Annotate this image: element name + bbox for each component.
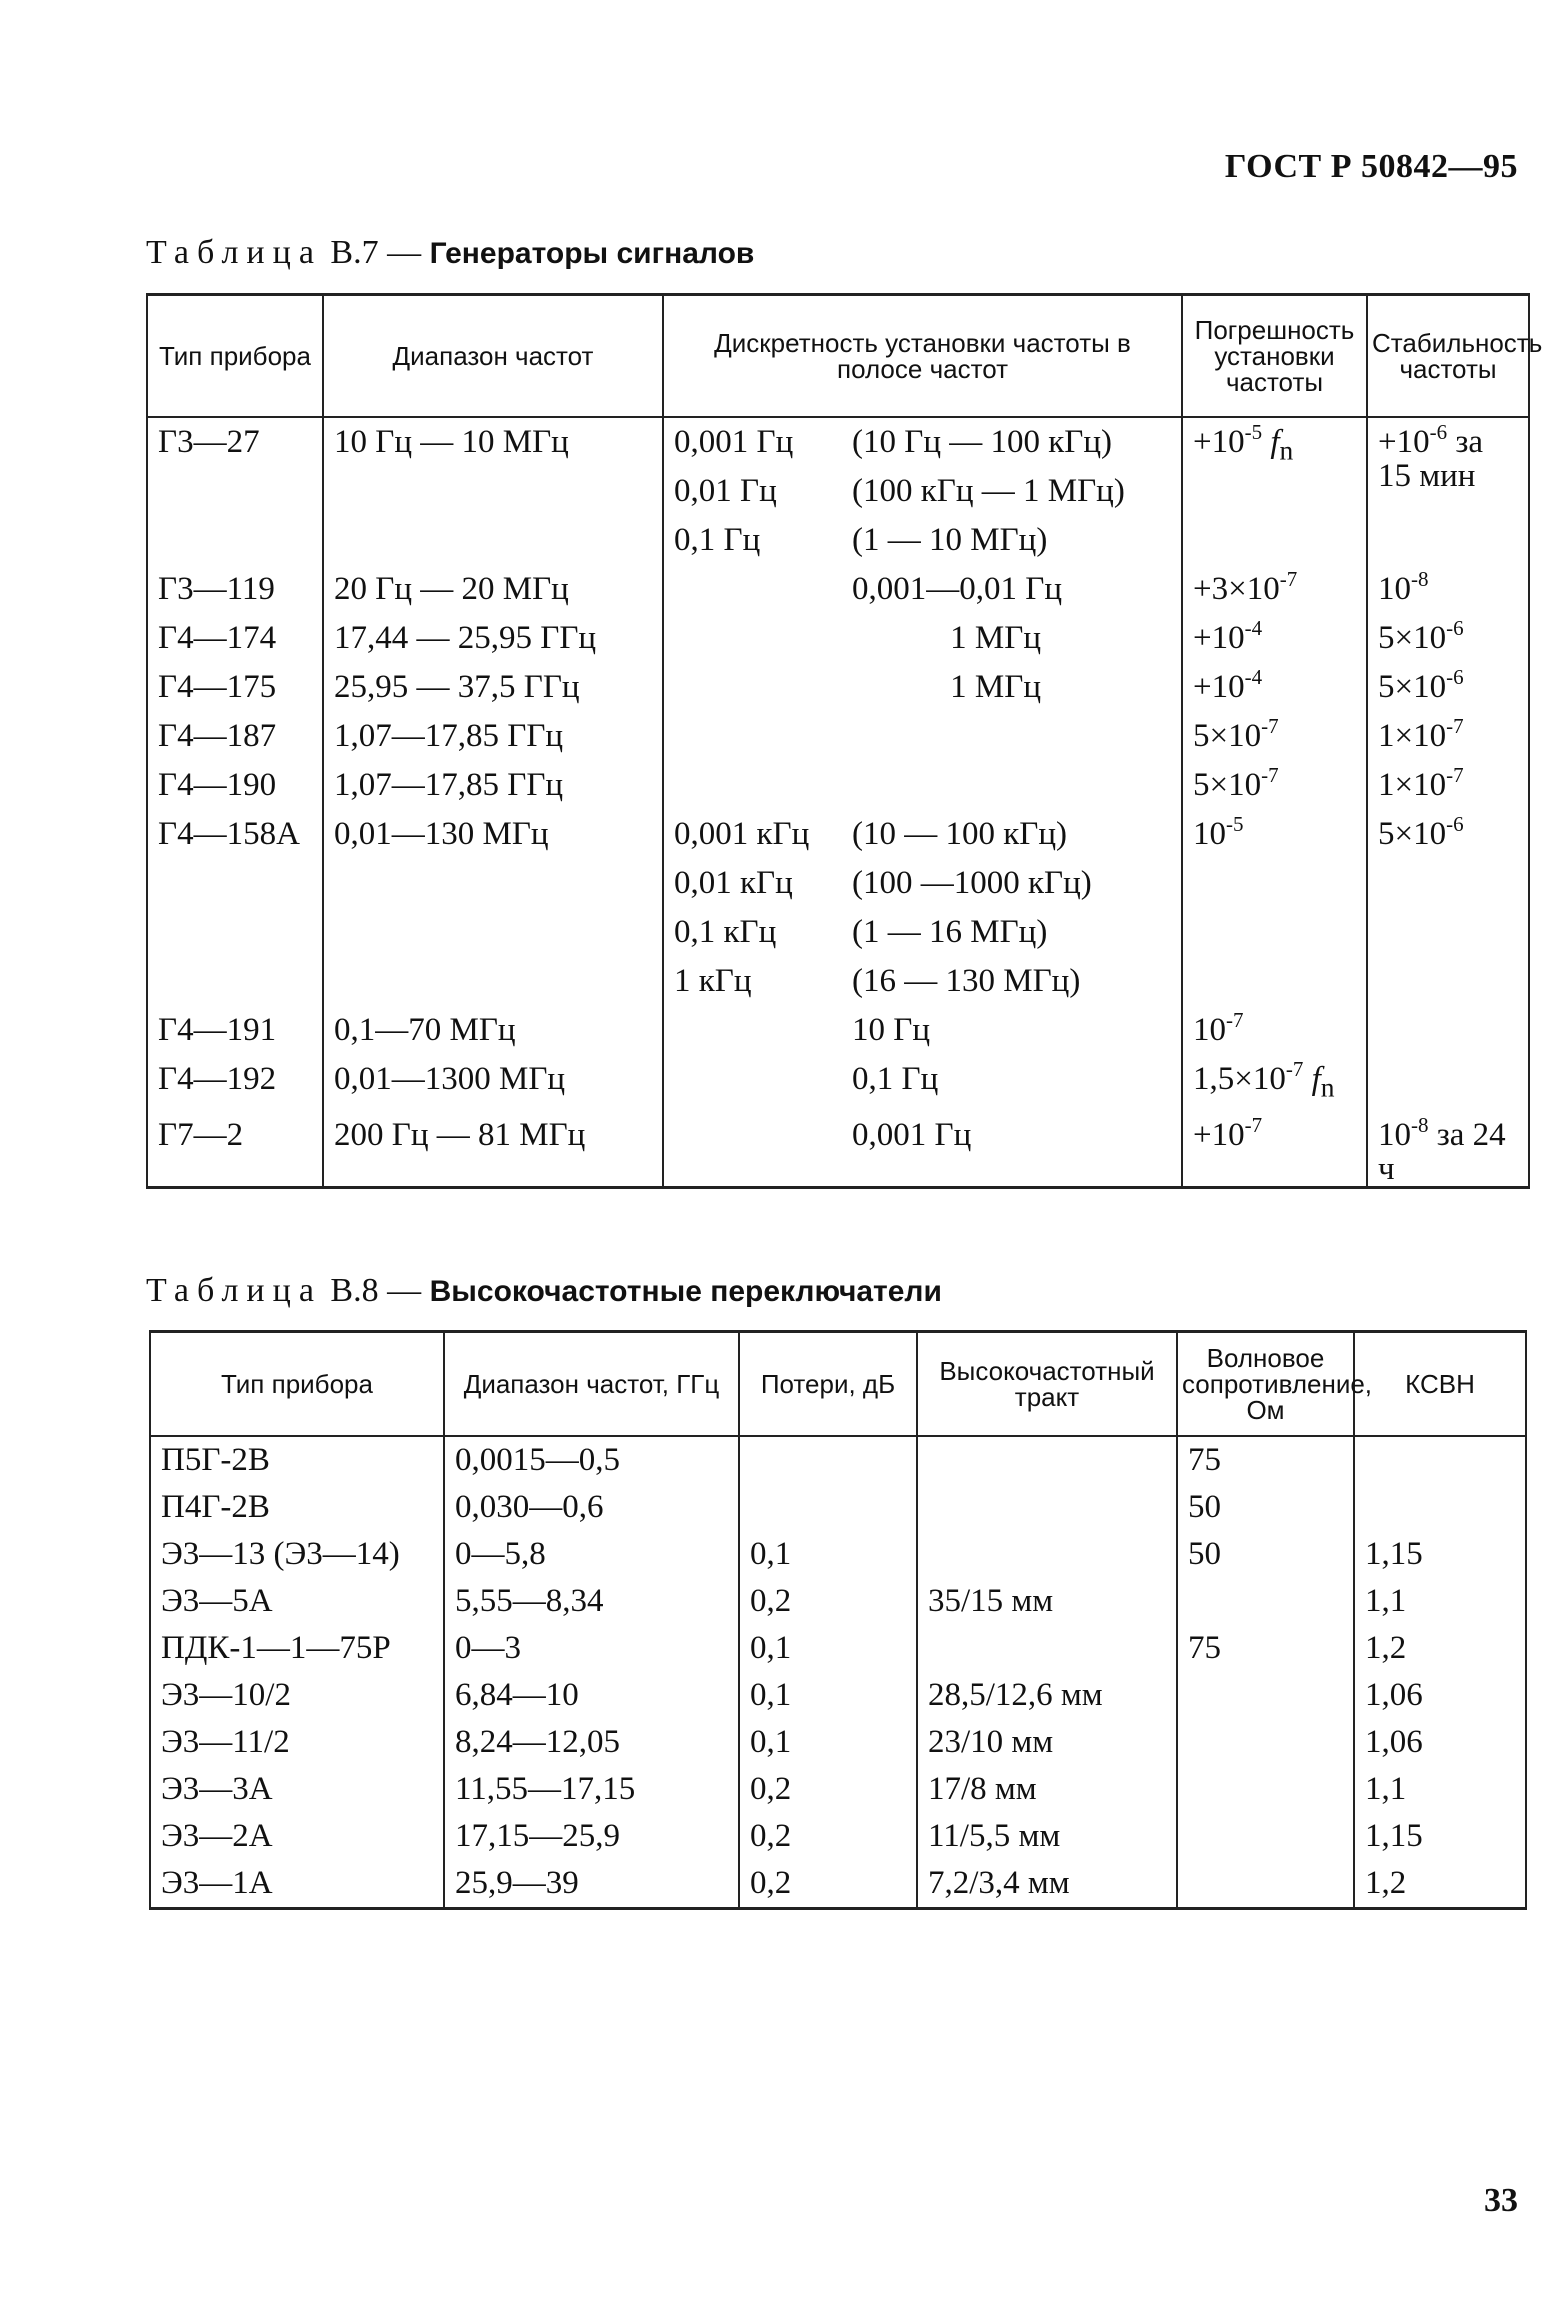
table-b8-caption <box>146 1272 942 1310</box>
header-vswr: КСВН <box>1354 1332 1526 1436</box>
cell-vswr: 1,15 <box>1354 1813 1526 1860</box>
value-base: +10 <box>1378 423 1430 460</box>
cell-rf-path <box>917 1436 1177 1484</box>
step-line <box>674 467 1171 516</box>
value-exponent: -4 <box>1244 615 1263 640</box>
cell-setting-error <box>1182 614 1367 663</box>
table-row <box>150 1625 1526 1672</box>
header-frequency-range: Диапазон частот <box>323 295 663 417</box>
cell-stability <box>1367 417 1529 565</box>
cell-frequency-range: 0—5,8 <box>444 1531 739 1578</box>
step-line <box>674 908 1171 957</box>
value-exponent: -6 <box>1446 811 1464 836</box>
value-exponent: -6 <box>1446 615 1464 640</box>
cell-frequency-range: 0,0015—0,5 <box>444 1436 739 1484</box>
page-number: 33 <box>1484 2182 1518 2219</box>
value-exponent: -8 <box>1411 566 1429 591</box>
cell-frequency-step <box>663 565 1182 614</box>
table-row <box>150 1719 1526 1766</box>
cell-losses: 0,1 <box>739 1625 917 1672</box>
step-value: 1 МГц <box>950 668 1041 705</box>
cell-frequency-range: 0—3 <box>444 1625 739 1672</box>
step-band: (10 Гц — 100 кГц) <box>852 423 1112 460</box>
cell-device-type: Э3—2А <box>150 1813 444 1860</box>
step-value: 1 кГц <box>674 962 752 999</box>
header-rf-path: Высокочастотный тракт <box>917 1332 1177 1436</box>
cell-vswr: 1,1 <box>1354 1766 1526 1813</box>
cell-frequency-range: 0,01—1300 МГц <box>323 1055 663 1112</box>
value-base: 5×10 <box>1193 766 1262 803</box>
value-exponent: -8 <box>1411 1113 1429 1138</box>
value-base: +3×10 <box>1193 570 1280 607</box>
table-row <box>150 1531 1526 1578</box>
cell-losses: 0,2 <box>739 1813 917 1860</box>
step-value: 0,001 Гц <box>674 423 794 460</box>
cell-frequency-range: 17,44 — 25,95 ГГц <box>323 614 663 663</box>
table-b7-body <box>147 417 1529 1188</box>
step-value: 0,001—0,01 Гц <box>852 570 1062 607</box>
cell-rf-path <box>917 1625 1177 1672</box>
value-base: 5×10 <box>1193 717 1262 754</box>
cell-stability <box>1367 810 1529 1006</box>
step-band: (100 —1000 кГц) <box>852 864 1092 901</box>
step-value: 0,01 кГц <box>674 864 793 901</box>
cell-rf-path: 23/10 мм <box>917 1719 1177 1766</box>
value-exponent: -7 <box>1446 713 1464 738</box>
step-band: (1 — 16 МГц) <box>852 913 1048 950</box>
cell-vswr: 1,15 <box>1354 1531 1526 1578</box>
step-value: 0,01 Гц <box>674 472 777 509</box>
cell-wave-impedance: 50 <box>1177 1531 1354 1578</box>
value-exponent: -5 <box>1226 811 1244 836</box>
cell-frequency-range: 17,15—25,9 <box>444 1813 739 1860</box>
cell-frequency-step <box>663 663 1182 712</box>
cell-device-type: Э3—1А <box>150 1860 444 1909</box>
value-base: 5×10 <box>1378 815 1447 852</box>
cell-wave-impedance: 50 <box>1177 1484 1354 1531</box>
step-line <box>674 859 1171 908</box>
step-band: (16 — 130 МГц) <box>852 962 1081 999</box>
cell-frequency-step <box>663 810 1182 1006</box>
caption-title: Генераторы сигналов <box>429 237 755 270</box>
value-subscript: n <box>1279 434 1294 466</box>
cell-device-type: Г3—119 <box>147 565 323 614</box>
step-band: (100 кГц — 1 МГц) <box>852 472 1125 509</box>
value-exponent: -7 <box>1279 566 1298 591</box>
cell-wave-impedance <box>1177 1860 1354 1909</box>
table-row <box>147 614 1529 663</box>
cell-device-type: Г7—2 <box>147 1111 323 1188</box>
cell-frequency-range: 10 Гц — 10 МГц <box>323 417 663 565</box>
cell-rf-path <box>917 1484 1177 1531</box>
cell-frequency-step <box>663 1055 1182 1112</box>
cell-device-type: П4Г-2В <box>150 1484 444 1531</box>
cell-rf-path: 35/15 мм <box>917 1578 1177 1625</box>
cell-losses <box>739 1484 917 1531</box>
cell-losses <box>739 1436 917 1484</box>
table-row <box>150 1436 1526 1484</box>
cell-losses: 0,1 <box>739 1719 917 1766</box>
table-row <box>150 1578 1526 1625</box>
cell-losses: 0,2 <box>739 1860 917 1909</box>
value-suffix: f <box>1303 1060 1321 1097</box>
value-base: 5×10 <box>1378 668 1447 705</box>
header-device-type: Тип прибора <box>147 295 323 417</box>
cell-wave-impedance <box>1177 1672 1354 1719</box>
cell-wave-impedance <box>1177 1578 1354 1625</box>
table-row <box>147 712 1529 761</box>
cell-device-type: Э3—11/2 <box>150 1719 444 1766</box>
table-row <box>147 761 1529 810</box>
cell-stability <box>1367 614 1529 663</box>
value-exponent: -7 <box>1226 1007 1244 1032</box>
table-b8-body <box>150 1436 1526 1909</box>
cell-device-type: Г3—27 <box>147 417 323 565</box>
cell-wave-impedance <box>1177 1813 1354 1860</box>
cell-wave-impedance: 75 <box>1177 1625 1354 1672</box>
value-base: 1×10 <box>1378 717 1447 754</box>
table-b8-rf-switches <box>149 1330 1527 1910</box>
cell-frequency-range: 200 Гц — 81 МГц <box>323 1111 663 1188</box>
cell-frequency-range: 1,07—17,85 ГГц <box>323 761 663 810</box>
value-base: +10 <box>1193 668 1245 705</box>
header-frequency-range: Диапазон частот, ГГц <box>444 1332 739 1436</box>
cell-setting-error <box>1182 417 1367 565</box>
table-row <box>150 1766 1526 1813</box>
cell-frequency-range: 25,9—39 <box>444 1860 739 1909</box>
header-frequency-step: Дискретность установки частоты в полосе частот <box>663 295 1182 417</box>
cell-setting-error <box>1182 565 1367 614</box>
caption-word: Таблица <box>146 1272 322 1309</box>
step-value: 0,001 Гц <box>852 1117 972 1154</box>
value-base: 10 <box>1378 570 1411 607</box>
cell-losses: 0,1 <box>739 1531 917 1578</box>
cell-frequency-range: 25,95 — 37,5 ГГц <box>323 663 663 712</box>
cell-setting-error <box>1182 1111 1367 1188</box>
cell-device-type: Г4—190 <box>147 761 323 810</box>
value-exponent: -7 <box>1261 762 1279 787</box>
value-suffix: за 24 ч <box>1378 1117 1506 1188</box>
cell-setting-error <box>1182 761 1367 810</box>
value-base: +10 <box>1193 1117 1245 1154</box>
cell-rf-path: 11/5,5 мм <box>917 1813 1177 1860</box>
table-row <box>150 1860 1526 1909</box>
value-exponent: -4 <box>1244 664 1263 689</box>
value-exponent: -6 <box>1429 419 1448 444</box>
value-exponent: -6 <box>1446 664 1464 689</box>
step-value: 0,001 кГц <box>674 815 810 852</box>
value-exponent: -7 <box>1261 713 1279 738</box>
cell-frequency-range: 0,01—130 МГц <box>323 810 663 1006</box>
cell-frequency-step <box>663 614 1182 663</box>
standard-code: ГОСТ Р 50842—95 <box>1224 148 1518 185</box>
header-wave-impedance: Волновое сопротивление, Ом <box>1177 1332 1354 1436</box>
cell-rf-path: 28,5/12,6 мм <box>917 1672 1177 1719</box>
cell-stability <box>1367 1111 1529 1188</box>
cell-vswr: 1,06 <box>1354 1719 1526 1766</box>
table-row <box>147 1006 1529 1055</box>
cell-device-type: Г4—174 <box>147 614 323 663</box>
cell-frequency-range: 20 Гц — 20 МГц <box>323 565 663 614</box>
step-line <box>674 516 1171 565</box>
header-setting-error: Погрешность установки частоты <box>1182 295 1367 417</box>
table-b7-caption <box>146 234 754 272</box>
table-row <box>150 1813 1526 1860</box>
step-band: (1 — 10 МГц) <box>852 521 1048 558</box>
caption-number: В.8 — <box>330 1272 422 1309</box>
cell-device-type: Э3—3А <box>150 1766 444 1813</box>
cell-frequency-range: 6,84—10 <box>444 1672 739 1719</box>
table-row <box>147 1111 1529 1188</box>
value-exponent: -5 <box>1244 419 1263 444</box>
cell-losses: 0,2 <box>739 1578 917 1625</box>
cell-device-type: Э3—10/2 <box>150 1672 444 1719</box>
value-exponent: -7 <box>1285 1056 1304 1081</box>
cell-vswr: 1,06 <box>1354 1672 1526 1719</box>
header-frequency-stability: Стабильность частоты <box>1367 295 1529 417</box>
cell-rf-path: 7,2/3,4 мм <box>917 1860 1177 1909</box>
cell-frequency-range: 11,55—17,15 <box>444 1766 739 1813</box>
table-b7-signal-generators <box>146 293 1543 1189</box>
cell-losses: 0,2 <box>739 1766 917 1813</box>
cell-setting-error <box>1182 1055 1367 1112</box>
cell-device-type: Э3—13 (Э3—14) <box>150 1531 444 1578</box>
value-suffix: за 15 мин <box>1378 423 1484 494</box>
value-base: +10 <box>1193 619 1245 656</box>
cell-setting-error <box>1182 810 1367 1006</box>
value-base: +10 <box>1193 423 1245 460</box>
table-row <box>147 1055 1529 1112</box>
cell-frequency-range: 0,030—0,6 <box>444 1484 739 1531</box>
cell-wave-impedance <box>1177 1766 1354 1813</box>
cell-rf-path: 17/8 мм <box>917 1766 1177 1813</box>
cell-setting-error <box>1182 663 1367 712</box>
cell-frequency-step <box>663 1111 1182 1188</box>
cell-vswr: 1,2 <box>1354 1860 1526 1909</box>
value-base: 10 <box>1193 815 1226 852</box>
value-subscript: n <box>1320 1071 1335 1103</box>
cell-wave-impedance <box>1177 1719 1354 1766</box>
cell-frequency-range: 0,1—70 МГц <box>323 1006 663 1055</box>
table-row <box>147 417 1529 565</box>
cell-device-type: Э3—5А <box>150 1578 444 1625</box>
value-suffix: f <box>1262 423 1280 460</box>
caption-word: Таблица <box>146 234 322 271</box>
cell-vswr: 1,1 <box>1354 1578 1526 1625</box>
cell-stability <box>1367 1006 1529 1055</box>
cell-device-type: Г4—158А <box>147 810 323 1006</box>
cell-frequency-range: 5,55—8,34 <box>444 1578 739 1625</box>
value-base: 1,5×10 <box>1193 1060 1286 1097</box>
table-row <box>147 565 1529 614</box>
cell-frequency-range: 1,07—17,85 ГГц <box>323 712 663 761</box>
value-base: 10 <box>1378 1117 1411 1154</box>
cell-device-type: Г4—187 <box>147 712 323 761</box>
cell-vswr: 1,2 <box>1354 1625 1526 1672</box>
caption-number: В.7 — <box>330 234 422 271</box>
cell-device-type: Г4—192 <box>147 1055 323 1112</box>
cell-vswr <box>1354 1484 1526 1531</box>
cell-device-type: Г4—191 <box>147 1006 323 1055</box>
header-losses: Потери, дБ <box>739 1332 917 1436</box>
cell-setting-error <box>1182 1006 1367 1055</box>
cell-device-type: Г4—175 <box>147 663 323 712</box>
step-value: 1 МГц <box>950 619 1041 656</box>
table-row <box>150 1484 1526 1531</box>
cell-stability <box>1367 712 1529 761</box>
step-value: 0,1 Гц <box>674 521 761 558</box>
step-line <box>674 810 1171 859</box>
cell-frequency-range: 8,24—12,05 <box>444 1719 739 1766</box>
value-base: 1×10 <box>1378 766 1447 803</box>
cell-frequency-step <box>663 417 1182 565</box>
caption-title: Высокочастотные переключатели <box>429 1275 942 1308</box>
cell-device-type: П5Г-2В <box>150 1436 444 1484</box>
value-base: 10 <box>1193 1011 1226 1048</box>
step-value: 0,1 Гц <box>852 1060 939 1097</box>
value-exponent: -7 <box>1244 1113 1263 1138</box>
value-base: 5×10 <box>1378 619 1447 656</box>
cell-stability <box>1367 663 1529 712</box>
table-row <box>150 1672 1526 1719</box>
value-exponent: -7 <box>1446 762 1464 787</box>
cell-vswr <box>1354 1436 1526 1484</box>
cell-rf-path <box>917 1531 1177 1578</box>
cell-frequency-step <box>663 1006 1182 1055</box>
step-value: 10 Гц <box>852 1011 930 1048</box>
cell-stability <box>1367 565 1529 614</box>
table-row <box>147 810 1529 1006</box>
step-line <box>674 957 1171 1006</box>
table-row <box>147 663 1529 712</box>
header-device-type: Тип прибора <box>150 1332 444 1436</box>
cell-device-type: ПДК-1—1—75Р <box>150 1625 444 1672</box>
cell-wave-impedance: 75 <box>1177 1436 1354 1484</box>
cell-frequency-step <box>663 712 1182 761</box>
step-value: 0,1 кГц <box>674 913 777 950</box>
cell-setting-error <box>1182 712 1367 761</box>
cell-stability <box>1367 1055 1529 1112</box>
cell-stability <box>1367 761 1529 810</box>
cell-losses: 0,1 <box>739 1672 917 1719</box>
step-line <box>674 418 1171 467</box>
cell-frequency-step <box>663 761 1182 810</box>
step-band: (10 — 100 кГц) <box>852 815 1067 852</box>
